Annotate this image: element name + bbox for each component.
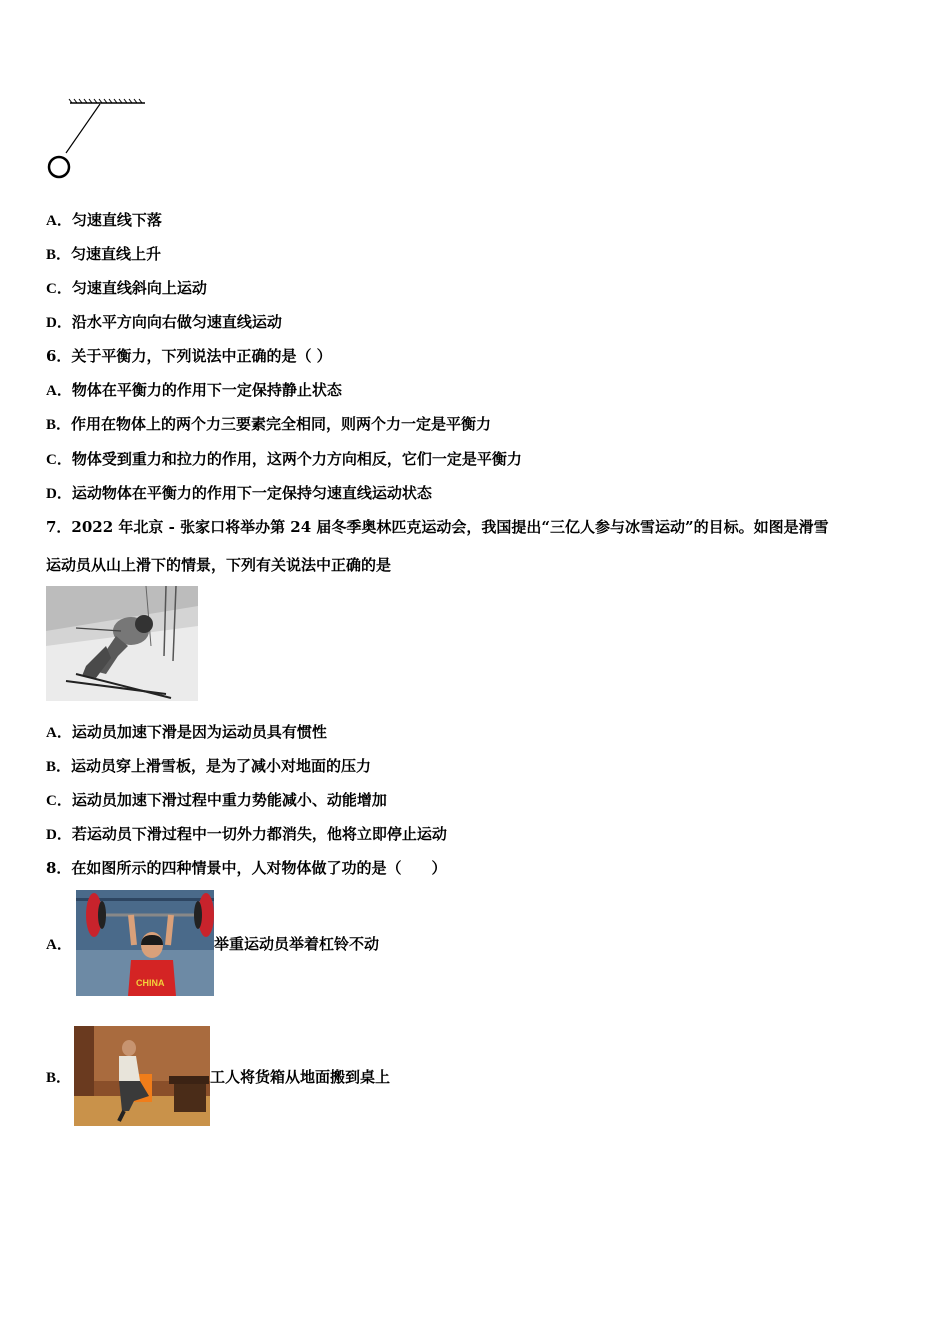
q5-option-a: A．匀速直线下落 <box>46 211 162 229</box>
q6-option-d: D．运动物体在平衡力的作用下一定保持匀速直线运动状态 <box>46 484 432 502</box>
pendulum-figure <box>40 95 155 185</box>
q6-stem: 6．关于平衡力，下列说法中正确的是（ ） <box>46 347 332 365</box>
weightlifter-shirt-text: CHINA <box>136 978 165 988</box>
q7-option-c: C．运动员加速下滑过程中重力势能减小、动能增加 <box>46 791 387 809</box>
q5-option-c: C．匀速直线斜向上运动 <box>46 279 207 297</box>
skier-photo <box>46 586 198 701</box>
q8-option-a-label: A． <box>46 936 72 953</box>
q7-stem-line1: 7．2022 年北京 - 张家口将举办第 24 届冬季奥林匹克运动会，我国提出“三亿人参与冰雪运动”的目标。如图是滑雪 <box>46 518 829 536</box>
q5-option-d: D．沿水平方向向右做匀速直线运动 <box>46 313 282 331</box>
q5-option-b: B．匀速直线上升 <box>46 245 162 263</box>
q7-stem-line2: 运动员从山上滑下的情景，下列有关说法中正确的是 <box>46 556 392 574</box>
q7-option-d: D．若运动员下滑过程中一切外力都消失，他将立即停止运动 <box>46 825 447 843</box>
q6-option-b: B．作用在物体上的两个力三要素完全相同，则两个力一定是平衡力 <box>46 415 492 433</box>
q7-option-b: B．运动员穿上滑雪板，是为了减小对地面的压力 <box>46 757 372 775</box>
q8-option-a <box>46 890 379 996</box>
q8-option-b-text: 工人将货箱从地面搬到桌上 <box>210 1067 391 1086</box>
q8-option-b <box>46 1026 390 1126</box>
weightlifter-photo <box>76 890 214 996</box>
q8-stem: 8．在如图所示的四种情景中，人对物体做了功的是（ ） <box>46 859 447 877</box>
q8-option-a-text: 举重运动员举着杠铃不动 <box>214 934 380 953</box>
q8-option-b-label: B． <box>46 1069 72 1086</box>
q7-option-a: A．运动员加速下滑是因为运动员具有惯性 <box>46 723 327 741</box>
worker-photo <box>74 1026 210 1126</box>
q6-option-c: C．物体受到重力和拉力的作用，这两个力方向相反，它们一定是平衡力 <box>46 450 522 468</box>
q6-option-a: A．物体在平衡力的作用下一定保持静止状态 <box>46 381 342 399</box>
